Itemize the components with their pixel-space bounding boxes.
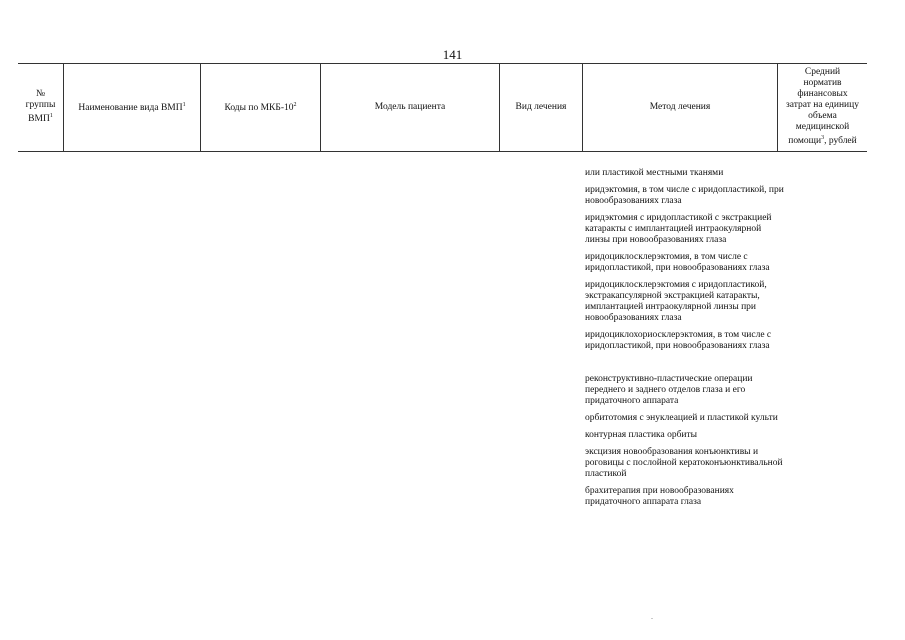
header-icd-codes [201,64,320,151]
header-icd-codes-text: Коды по МКБ-10 [224,103,294,114]
footnote-marker: 3 [821,135,825,142]
header-average-cost [778,64,867,151]
treatment-methods-list [585,168,785,514]
header-treatment-type: Вид лечения [515,102,567,112]
header-cost-line-1: Средний [804,67,841,78]
footnote-marker: 2 [293,102,297,109]
method-item: или пластикой местными тканями [585,168,724,178]
method-item: брахитерапия при новообразованиях придаточного аппарата глаза [585,486,734,507]
header-patient-model: Модель пациента [374,102,446,112]
header-cost-line-5: объема [808,111,837,122]
header-cost-last-post: , рублей [824,136,857,147]
header-group-number [18,64,63,151]
header-cost-line-2: норматив [803,78,842,89]
header-group-line-2: группы [25,100,56,111]
method-item: иридоциклохориосклерэктомия, в том числе с иридопластикой, при новообразованиях глаза [585,330,772,351]
method-item: реконструктивно-пластические операции переднего и заднего отделов глаза и его придаточного аппарата [585,374,753,406]
page-number: 141 [442,47,463,62]
group-spacer [585,358,785,374]
header-vmp-name [64,64,200,151]
header-cost-last-pre: помощи [788,136,822,147]
method-item: иридэктомия, в том числе с иридопластикой, при новообразованиях глаза [585,185,784,206]
method-item: иридоциклосклерэктомия с иридопластикой, экстракапсулярной экстракцией катаракты, имплантацией интраокулярной линзы при новообразованиях глаза [585,280,767,323]
method-item: иридэктомия с иридопластикой с экстракцией катаракты с имплантацией интраокулярной линзы при новообразованиях глаза [585,213,772,245]
method-item: эксцизия новообразования конъюнктивы и роговицы с послойной кератоконъюнктивальной пластикой [585,447,783,479]
table-header [18,63,867,152]
footnote-marker: 1 [182,102,186,109]
method-item: контурная пластика орбиты [585,430,698,440]
method-item: орбитотомия с энуклеацией и пластикой культи [585,413,778,423]
header-cost-line-6: медицинской [795,122,850,133]
scan-speck: . [651,612,653,621]
header-treatment-method: Метод лечения [649,102,711,112]
header-vmp-name-text: Наименование вида ВМП [78,103,183,114]
header-group-text: ВМП [28,114,50,125]
footnote-marker: 1 [49,113,53,120]
header-group-line-1: № [35,89,46,100]
method-item: иридоциклосклерэктомия, в том числе с иридопластикой, при новообразованиях глаза [585,252,770,273]
header-cost-line-7 [786,133,859,147]
header-cost-line-3: финансовых [797,89,848,100]
header-cost-line-4: затрат на единицу [786,100,859,111]
header-group-line-3 [26,111,56,125]
